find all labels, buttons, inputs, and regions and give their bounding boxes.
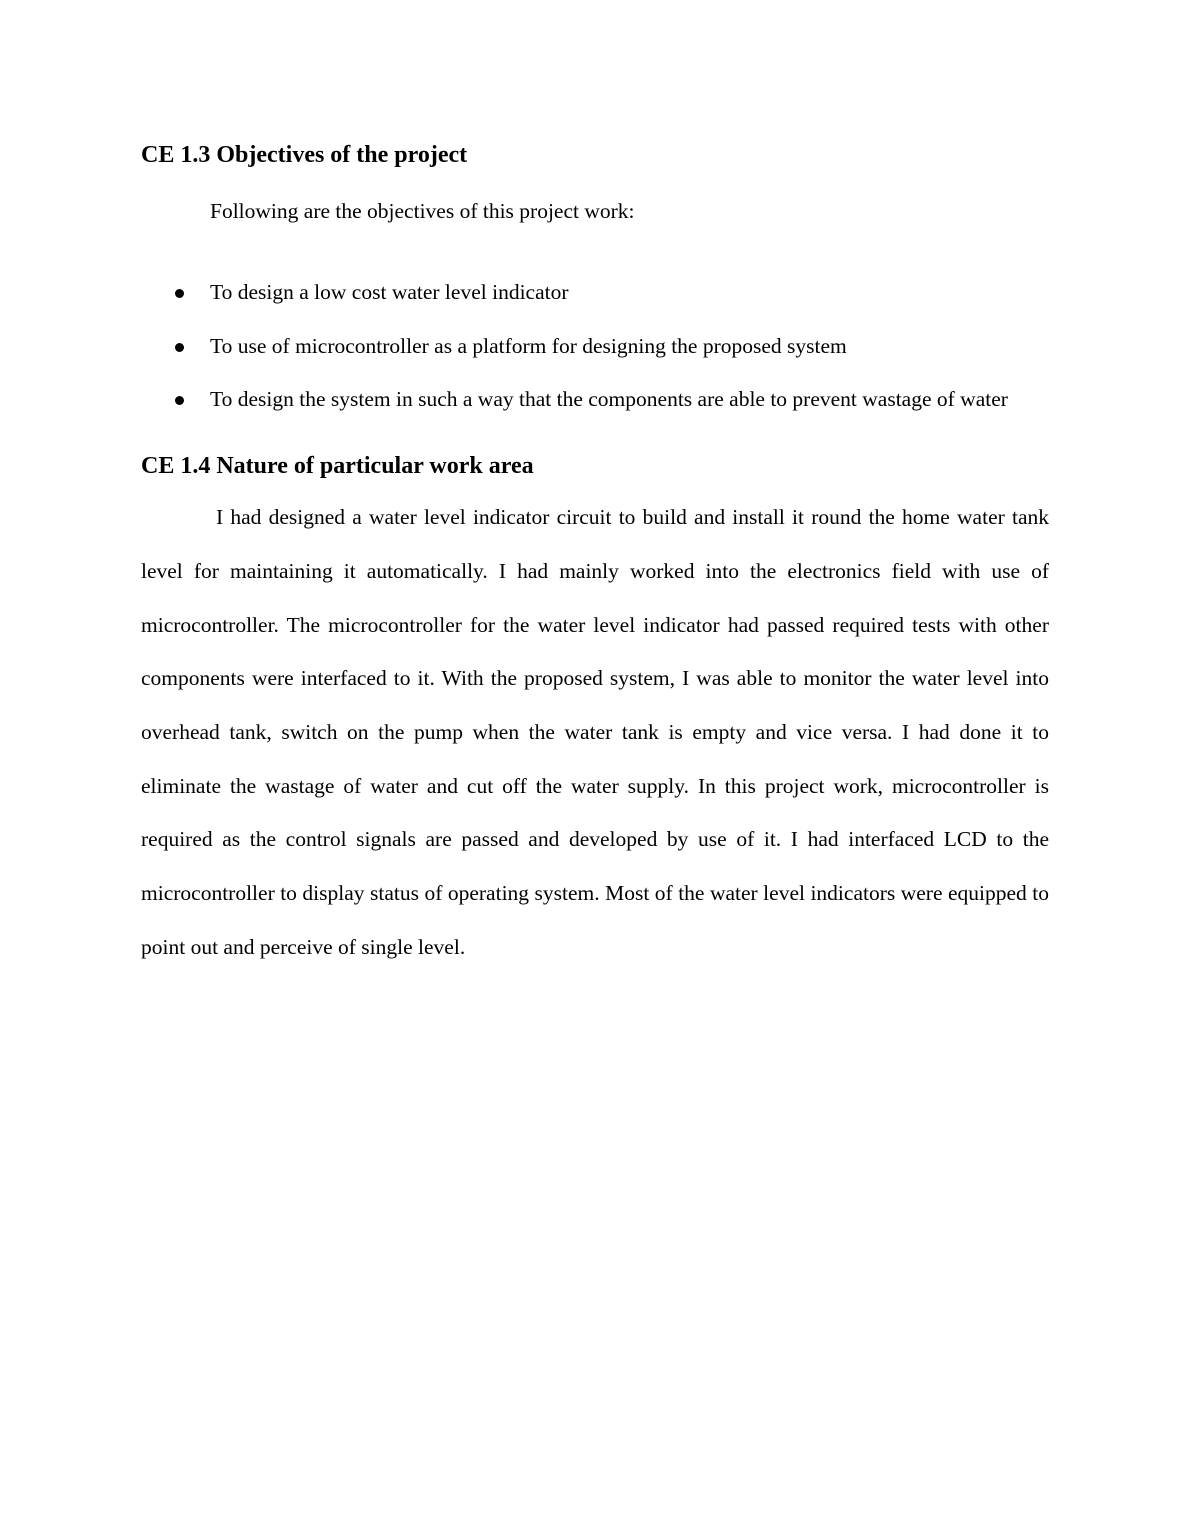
bullet-icon — [175, 289, 184, 298]
bullet-icon — [175, 396, 184, 405]
bullet-icon — [175, 343, 184, 352]
section-heading-objectives: CE 1.3 Objectives of the project — [141, 142, 468, 168]
objective-item — [141, 266, 1049, 320]
objective-item — [141, 373, 1049, 427]
objective-text: To design the system in such a way that the components are able to prevent wastage of water — [210, 387, 1008, 412]
section-heading-nature: CE 1.4 Nature of particular work area — [141, 453, 534, 480]
objective-text: To design a low cost water level indicator — [210, 280, 569, 304]
objective-text: To use of microcontroller as a platform for designing the proposed system — [210, 333, 847, 358]
objective-item — [141, 320, 1049, 374]
objectives-list — [141, 266, 1049, 427]
page-content — [141, 138, 1049, 974]
objectives-intro: Following are the objectives of this project work: — [210, 199, 635, 223]
nature-paragraph: I had designed a water level indicator circuit to build and install it round the home water tank level for maintaining it automatically. I had mainly worked into the electronics field with use of microcontroller. The microcontroller for the water level indicator had passed required tests with other components were interfaced to it. With the proposed system, I was able to monitor the water level into overhead tank, switch on the pump when the water tank is empty and vice versa. I had done it to eliminate the wastage of water and cut off the water supply. In this project work, microcontroller is required as the control signals are passed and developed by use of it. I had interfaced LCD to the microcontroller to display status of operating system. Most of the water level indicators were equipped to point out and perceive of single level. — [141, 505, 1049, 959]
